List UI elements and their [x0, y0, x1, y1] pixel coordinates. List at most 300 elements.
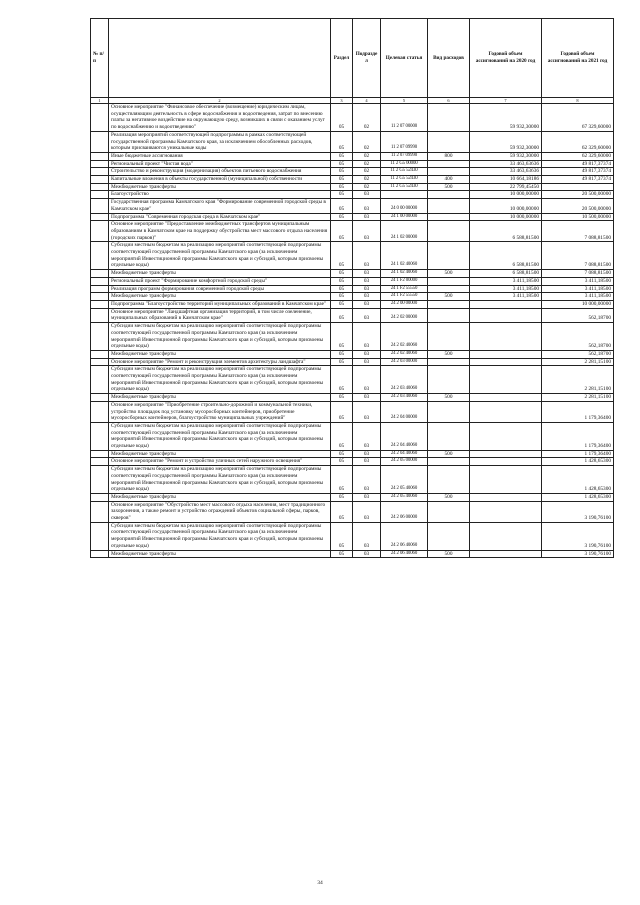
row-number-cell [91, 394, 109, 402]
razdel-cell: 05 [331, 183, 353, 191]
target-article-cell: 24 2 04 00000 [381, 401, 428, 422]
amount-2021-cell: 49 817,37374 [542, 168, 614, 176]
expense-type-cell [428, 160, 470, 168]
header-razdel: Раздел [331, 19, 353, 98]
expense-name-cell: Межбюджетные трансферты [109, 493, 331, 501]
table-row [91, 394, 614, 402]
expense-type-cell [428, 458, 470, 466]
target-article-cell: 24 2 03 00000 [381, 358, 428, 366]
table-row [91, 493, 614, 501]
table-row [91, 550, 614, 558]
amount-2020-cell: 10 000,00000 [470, 213, 542, 221]
razdel-cell: 05 [331, 300, 353, 308]
row-number-cell [91, 358, 109, 366]
target-article-cell: 24 2 06 00000 [381, 501, 428, 522]
razdel-cell: 05 [331, 104, 353, 132]
podrazdel-cell: 03 [353, 450, 381, 458]
header-row [91, 19, 614, 98]
razdel-cell: 05 [331, 422, 353, 450]
table-row [91, 522, 614, 550]
column-index: 6 [428, 98, 470, 104]
podrazdel-cell: 03 [353, 221, 381, 242]
row-number-cell [91, 191, 109, 199]
expense-type-cell [428, 199, 470, 213]
podrazdel-cell: 03 [353, 350, 381, 358]
expense-type-cell [428, 242, 470, 270]
row-number-cell [91, 493, 109, 501]
razdel-cell: 05 [331, 358, 353, 366]
target-article-cell: 24 2 02 00000 [381, 308, 428, 322]
target-article-cell: 24 1 02 40060 [381, 242, 428, 270]
target-article-cell: 24 0 00 00000 [381, 199, 428, 213]
target-article-cell: 24 1 02 40060 [381, 270, 428, 278]
expense-name-cell: Реализация мероприятий соответствующей подпрограммы в рамках соответствующей государственной программы Камчатского края, за исключением обособленных расходов, которым присваиваются уникальные коды [109, 131, 331, 152]
row-number-cell [91, 168, 109, 176]
amount-2021-cell: 1 179,36400 [542, 422, 614, 450]
amount-2020-cell: 6 588,81500 [470, 270, 542, 278]
expense-name-cell: Межбюджетные трансферты [109, 350, 331, 358]
amount-2021-cell: 3 190,76100 [542, 522, 614, 550]
amount-2021-cell: 7 088,81500 [542, 270, 614, 278]
expense-type-cell [428, 522, 470, 550]
expense-name-cell: Региональный проект "Формирование комфортной городской среды" [109, 277, 331, 285]
expense-type-cell: 500 [428, 293, 470, 301]
row-number-cell [91, 221, 109, 242]
amount-2021-cell: 1 428,65300 [542, 466, 614, 494]
target-article-cell: 24 2 04 40060 [381, 422, 428, 450]
razdel-cell: 05 [331, 168, 353, 176]
amount-2021-cell: 62 329,60000 [542, 131, 614, 152]
podrazdel-cell: 02 [353, 160, 381, 168]
podrazdel-cell: 03 [353, 493, 381, 501]
target-article-cell: 24 2 05 40060 [381, 466, 428, 494]
amount-2021-cell: 1 179,36400 [542, 450, 614, 458]
table-row [91, 350, 614, 358]
table-row [91, 160, 614, 168]
expense-name-cell: Межбюджетные трансферты [109, 450, 331, 458]
expense-type-cell: 500 [428, 350, 470, 358]
razdel-cell: 05 [331, 522, 353, 550]
expense-name-cell: Межбюджетные трансферты [109, 270, 331, 278]
expense-type-cell [428, 323, 470, 351]
table-row [91, 277, 614, 285]
razdel-cell: 05 [331, 350, 353, 358]
amount-2021-cell: 67 329,60000 [542, 104, 614, 132]
row-number-cell [91, 308, 109, 322]
table-row [91, 104, 614, 132]
amount-2021-cell: 3 411,18500 [542, 293, 614, 301]
row-number-cell [91, 300, 109, 308]
expense-name-cell: Субсидии местным бюджетам на реализацию мероприятий соответствующей подпрограммы соответствующей государственной программы Камчатского края (за исключением мероприятий Инвестиционной программы Камчатского края и субсидий, которым присвоены отдельные коды) [109, 323, 331, 351]
table-row [91, 199, 614, 213]
expense-name-cell: Субсидии местным бюджетам на реализацию мероприятий соответствующей подпрограммы соответствующей государственной программы Камчатского края (за исключением мероприятий Инвестиционной программы Камчатского края и субсидий, которым присвоены отдельные коды) [109, 522, 331, 550]
target-article-cell: 24 1 F2 55550 [381, 285, 428, 293]
podrazdel-cell: 03 [353, 277, 381, 285]
amount-2020-cell: 3 411,18500 [470, 293, 542, 301]
amount-2020-cell [470, 466, 542, 494]
amount-2020-cell: 33 463,63636 [470, 168, 542, 176]
table-row [91, 242, 614, 270]
expense-name-cell: Основное мероприятие "Приобретение строительно-дорожной и коммунальной техники, устройство площадок под установку мусоросборных контейнеров, приобретение мусоросборных контейнеров, благоустройство муниципальных учреждений" [109, 401, 331, 422]
expense-type-cell: 400 [428, 176, 470, 184]
amount-2020-cell: 10 000,00000 [470, 191, 542, 199]
podrazdel-cell: 03 [353, 213, 381, 221]
podrazdel-cell: 03 [353, 422, 381, 450]
amount-2020-cell [470, 422, 542, 450]
table-row [91, 458, 614, 466]
row-number-cell [91, 401, 109, 422]
amount-2021-cell: 2 281,15100 [542, 358, 614, 366]
target-article-cell: 24 2 06 40060 [381, 522, 428, 550]
podrazdel-cell: 03 [353, 366, 381, 394]
podrazdel-cell: 03 [353, 466, 381, 494]
podrazdel-cell: 03 [353, 285, 381, 293]
podrazdel-cell: 02 [353, 152, 381, 160]
razdel-cell: 05 [331, 323, 353, 351]
expense-name-cell: Субсидии местным бюджетам на реализацию мероприятий соответствующей подпрограммы соответствующей государственной программы Камчатского края (за исключением мероприятий Инвестиционной программы Камчатского края и субсидий, которым присвоены отдельные коды) [109, 422, 331, 450]
table-row [91, 450, 614, 458]
amount-2021-cell: 2 281,15100 [542, 394, 614, 402]
amount-2021-cell: 562,18700 [542, 308, 614, 322]
amount-2020-cell [470, 450, 542, 458]
table-body [91, 98, 614, 558]
razdel-cell: 05 [331, 191, 353, 199]
expense-type-cell [428, 401, 470, 422]
expense-type-cell: 500 [428, 493, 470, 501]
row-number-cell [91, 277, 109, 285]
expense-type-cell: 500 [428, 183, 470, 191]
amount-2020-cell: 59 932,30000 [470, 152, 542, 160]
column-index: 7 [470, 98, 542, 104]
razdel-cell: 05 [331, 131, 353, 152]
amount-2021-cell: 20 500,00000 [542, 199, 614, 213]
row-number-cell [91, 152, 109, 160]
amount-2021-cell: 62 329,60000 [542, 152, 614, 160]
amount-2020-cell: 10 664,18186 [470, 176, 542, 184]
razdel-cell: 05 [331, 401, 353, 422]
expense-name-cell: Строительство и реконструкция (модернизация) объектов питьевого водоснабжения [109, 168, 331, 176]
expense-name-cell: Основное мероприятие "Ремонт и реконструкция элементов архитектуры ландшафта" [109, 358, 331, 366]
podrazdel-cell: 03 [353, 293, 381, 301]
target-article-cell: 11 2 07 09990 [381, 152, 428, 160]
target-article-cell: 24 2 06 40060 [381, 550, 428, 558]
expense-type-cell [428, 501, 470, 522]
column-index: 2 [109, 98, 331, 104]
table-row [91, 323, 614, 351]
table-row [91, 466, 614, 494]
table-row [91, 501, 614, 522]
razdel-cell: 05 [331, 242, 353, 270]
row-number-cell [91, 422, 109, 450]
row-number-cell [91, 183, 109, 191]
expense-name-cell: Подпрограмма "Современная городская среда в Камчатском крае" [109, 213, 331, 221]
podrazdel-cell: 03 [353, 323, 381, 351]
table-row [91, 191, 614, 199]
amount-2020-cell [470, 358, 542, 366]
expense-name-cell: Региональный проект "Чистая вода" [109, 160, 331, 168]
expense-type-cell: 500 [428, 394, 470, 402]
amount-2021-cell: 2 281,15100 [542, 366, 614, 394]
expense-name-cell: Благоустройство [109, 191, 331, 199]
amount-2020-cell [470, 401, 542, 422]
podrazdel-cell: 02 [353, 168, 381, 176]
razdel-cell: 05 [331, 458, 353, 466]
amount-2020-cell [470, 366, 542, 394]
amount-2021-cell: 3 411,18500 [542, 285, 614, 293]
amount-2020-cell: 6 588,81500 [470, 221, 542, 242]
target-article-cell: 24 2 03 40060 [381, 366, 428, 394]
target-article-cell: 11 2 G5 52430 [381, 168, 428, 176]
expense-type-cell [428, 422, 470, 450]
header-num: № п/п [91, 19, 109, 98]
header-vid: Вид расходов [428, 19, 470, 98]
podrazdel-cell: 03 [353, 522, 381, 550]
podrazdel-cell: 03 [353, 550, 381, 558]
row-number-cell [91, 323, 109, 351]
expense-name-cell: Иные бюджетные ассигнования [109, 152, 331, 160]
table-row [91, 176, 614, 184]
table-row [91, 213, 614, 221]
razdel-cell: 05 [331, 285, 353, 293]
table-row [91, 285, 614, 293]
expense-name-cell: Основное мероприятие "Ремонт и устройство уличных сетей наружного освещения" [109, 458, 331, 466]
amount-2021-cell: 562,18700 [542, 323, 614, 351]
row-number-cell [91, 522, 109, 550]
expense-type-cell [428, 366, 470, 394]
row-number-cell [91, 199, 109, 213]
amount-2020-cell [470, 501, 542, 522]
row-number-cell [91, 501, 109, 522]
amount-2020-cell: 59 932,30000 [470, 104, 542, 132]
row-number-cell [91, 550, 109, 558]
razdel-cell: 05 [331, 221, 353, 242]
table-row [91, 131, 614, 152]
razdel-cell: 05 [331, 394, 353, 402]
razdel-cell: 05 [331, 277, 353, 285]
target-article-cell: 24 2 05 00000 [381, 458, 428, 466]
razdel-cell: 05 [331, 450, 353, 458]
podrazdel-cell: 03 [353, 199, 381, 213]
podrazdel-cell: 03 [353, 458, 381, 466]
podrazdel-cell: 02 [353, 183, 381, 191]
amount-2020-cell [470, 323, 542, 351]
table-row [91, 300, 614, 308]
page-number: 34 [317, 880, 323, 886]
amount-2021-cell: 49 817,37374 [542, 176, 614, 184]
row-number-cell [91, 104, 109, 132]
expense-type-cell [428, 191, 470, 199]
expense-type-cell: 500 [428, 450, 470, 458]
target-article-cell: 24 2 03 40060 [381, 394, 428, 402]
amount-2020-cell: 3 411,18500 [470, 285, 542, 293]
razdel-cell: 05 [331, 213, 353, 221]
column-index: 8 [542, 98, 614, 104]
row-number-cell [91, 270, 109, 278]
expense-name-cell: Субсидии местным бюджетам на реализацию мероприятий соответствующей подпрограммы соответствующей государственной программы Камчатского края (за исключением мероприятий Инвестиционной программы Камчатского края и субсидий, которым присвоены отдельные коды) [109, 466, 331, 494]
target-article-cell: 24 1 F2 00000 [381, 277, 428, 285]
razdel-cell: 05 [331, 199, 353, 213]
target-article-cell: 11 2 07 00000 [381, 104, 428, 132]
column-index: 4 [353, 98, 381, 104]
table-row [91, 308, 614, 322]
target-article-cell: 24 1 F2 55550 [381, 293, 428, 301]
expense-name-cell: Основное мероприятие "Финансовое обеспечение (возмещение) юридическим лицам, осуществляющим деятельность в сфере водоснабжения и водоотведения, затрат по внесению платы за негативное воздействие на окружающую среду, возникших в связи с оказанием услуг по водоснабжению и водоотведению" [109, 104, 331, 132]
expense-type-cell [428, 300, 470, 308]
amount-2020-cell: 22 799,45450 [470, 183, 542, 191]
amount-2020-cell: 3 411,18500 [470, 277, 542, 285]
expense-type-cell [428, 104, 470, 132]
podrazdel-cell: 03 [353, 501, 381, 522]
razdel-cell: 05 [331, 493, 353, 501]
target-article-cell: 24 1 02 00000 [381, 221, 428, 242]
target-article-cell: 11 2 07 09990 [381, 131, 428, 152]
amount-2020-cell [470, 300, 542, 308]
amount-2021-cell: 3 190,76100 [542, 550, 614, 558]
row-number-cell [91, 466, 109, 494]
expense-name-cell: Основное мероприятие "Обустройство мест массового отдыха населения, мест традиционного захоронения, а также ремонт и устройство ограждений объектов социальной сферы, парков, скверов" [109, 501, 331, 522]
amount-2020-cell: 6 588,81500 [470, 242, 542, 270]
expense-name-cell: Реализация программ формирования современной городской среды [109, 285, 331, 293]
expense-type-cell [428, 221, 470, 242]
podrazdel-cell: 03 [353, 401, 381, 422]
expense-type-cell: 800 [428, 152, 470, 160]
row-number-cell [91, 366, 109, 394]
amount-2021-cell: 1 428,65300 [542, 458, 614, 466]
target-article-cell: 24 2 02 40060 [381, 350, 428, 358]
row-number-cell [91, 242, 109, 270]
expense-name-cell: Основное мероприятие "Ландшафтная организация территорий, в том числе озеленение, муниципальных образований в Камчатском крае" [109, 308, 331, 322]
expense-name-cell: Основное мероприятие "Предоставление межбюджетных трансфертов муниципальным образованиям в Камчатском крае на поддержку обустройства мест массового отдыха населения (городских парков)" [109, 221, 331, 242]
amount-2020-cell [470, 458, 542, 466]
target-article-cell: 11 2 G5 00000 [381, 160, 428, 168]
row-number-cell [91, 285, 109, 293]
expense-type-cell [428, 285, 470, 293]
table-row [91, 401, 614, 422]
expense-type-cell: 500 [428, 550, 470, 558]
table-row [91, 221, 614, 242]
expense-type-cell [428, 131, 470, 152]
amount-2021-cell: 20 500,00000 [542, 191, 614, 199]
target-article-cell: 24 2 00 00000 [381, 300, 428, 308]
expense-type-cell [428, 277, 470, 285]
razdel-cell: 05 [331, 270, 353, 278]
column-index: 3 [331, 98, 353, 104]
amount-2020-cell: 59 932,30000 [470, 131, 542, 152]
razdel-cell: 05 [331, 293, 353, 301]
column-index: 1 [91, 98, 109, 104]
podrazdel-cell: 02 [353, 176, 381, 184]
expense-type-cell: 500 [428, 270, 470, 278]
row-number-cell [91, 160, 109, 168]
razdel-cell: 05 [331, 152, 353, 160]
header-2021: Годовой объем ассигнований на 2021 год [542, 19, 614, 98]
expense-name-cell: Капитальные вложения в объекты государственной (муниципальной) собственности [109, 176, 331, 184]
podrazdel-cell: 03 [353, 358, 381, 366]
razdel-cell: 05 [331, 466, 353, 494]
budget-table [90, 18, 614, 558]
row-number-cell [91, 213, 109, 221]
row-number-cell [91, 131, 109, 152]
amount-2021-cell: 3 411,18500 [542, 277, 614, 285]
amount-2020-cell [470, 550, 542, 558]
table-row [91, 270, 614, 278]
amount-2020-cell: 10 000,00000 [470, 199, 542, 213]
target-article-cell: 24 2 02 40060 [381, 323, 428, 351]
amount-2021-cell [542, 183, 614, 191]
amount-2021-cell: 7 088,81500 [542, 221, 614, 242]
table-row [91, 168, 614, 176]
podrazdel-cell: 03 [353, 394, 381, 402]
table-row [91, 422, 614, 450]
podrazdel-cell: 03 [353, 308, 381, 322]
amount-2021-cell: 10 500,00000 [542, 213, 614, 221]
amount-2021-cell: 10 000,00000 [542, 300, 614, 308]
header-name [109, 19, 331, 98]
razdel-cell: 05 [331, 160, 353, 168]
header-podrazdel: Подраздел [353, 19, 381, 98]
amount-2021-cell: 1 428,65300 [542, 493, 614, 501]
podrazdel-cell: 03 [353, 300, 381, 308]
razdel-cell: 05 [331, 550, 353, 558]
expense-name-cell: Субсидии местным бюджетам на реализацию мероприятий соответствующей подпрограммы соответствующей государственной программы Камчатского края (за исключением мероприятий Инвестиционной программы Камчатского края и субсидий, которым присвоены отдельные коды) [109, 366, 331, 394]
target-article-cell: 24 2 05 40060 [381, 493, 428, 501]
table-row [91, 183, 614, 191]
amount-2021-cell: 562,18700 [542, 350, 614, 358]
amount-2020-cell [470, 394, 542, 402]
amount-2020-cell [470, 522, 542, 550]
expense-name-cell: Подпрограмма "Благоустройство территорий муниципальных образований в Камчатском крае" [109, 300, 331, 308]
expense-name-cell: Межбюджетные трансферты [109, 293, 331, 301]
expense-name-cell: Межбюджетные трансферты [109, 550, 331, 558]
podrazdel-cell: 03 [353, 242, 381, 270]
row-number-cell [91, 450, 109, 458]
header-csr: Целевая статья [381, 19, 428, 98]
row-number-cell [91, 176, 109, 184]
expense-name-cell: Межбюджетные трансферты [109, 183, 331, 191]
table-row [91, 293, 614, 301]
target-article-cell [381, 191, 428, 199]
amount-2021-cell: 7 088,81500 [542, 242, 614, 270]
target-article-cell: 11 2 G5 52430 [381, 183, 428, 191]
amount-2021-cell: 49 817,37374 [542, 160, 614, 168]
table-row [91, 152, 614, 160]
amount-2021-cell: 3 190,76100 [542, 501, 614, 522]
target-article-cell: 11 2 G5 52430 [381, 176, 428, 184]
podrazdel-cell: 03 [353, 270, 381, 278]
amount-2020-cell [470, 308, 542, 322]
expense-type-cell [428, 466, 470, 494]
expense-name-cell: Субсидии местным бюджетам на реализацию мероприятий соответствующей подпрограммы соответствующей государственной программы Камчатского края (за исключением мероприятий Инвестиционной программы Камчатского края и субсидий, которым присвоены отдельные коды) [109, 242, 331, 270]
amount-2020-cell [470, 493, 542, 501]
row-number-cell [91, 350, 109, 358]
razdel-cell: 05 [331, 176, 353, 184]
expense-type-cell [428, 308, 470, 322]
podrazdel-cell: 02 [353, 104, 381, 132]
row-number-cell [91, 293, 109, 301]
razdel-cell: 05 [331, 308, 353, 322]
podrazdel-cell: 03 [353, 191, 381, 199]
table-row [91, 358, 614, 366]
amount-2020-cell [470, 350, 542, 358]
expense-type-cell [428, 213, 470, 221]
target-article-cell: 24 1 00 00000 [381, 213, 428, 221]
amount-2021-cell: 1 179,36400 [542, 401, 614, 422]
expense-name-cell: Государственная программа Камчатского края "Формирование современной городской среды в Камчатском крае" [109, 199, 331, 213]
amount-2020-cell: 33 463,63636 [470, 160, 542, 168]
row-number-cell [91, 458, 109, 466]
column-index: 5 [381, 98, 428, 104]
target-article-cell: 24 2 04 40060 [381, 450, 428, 458]
